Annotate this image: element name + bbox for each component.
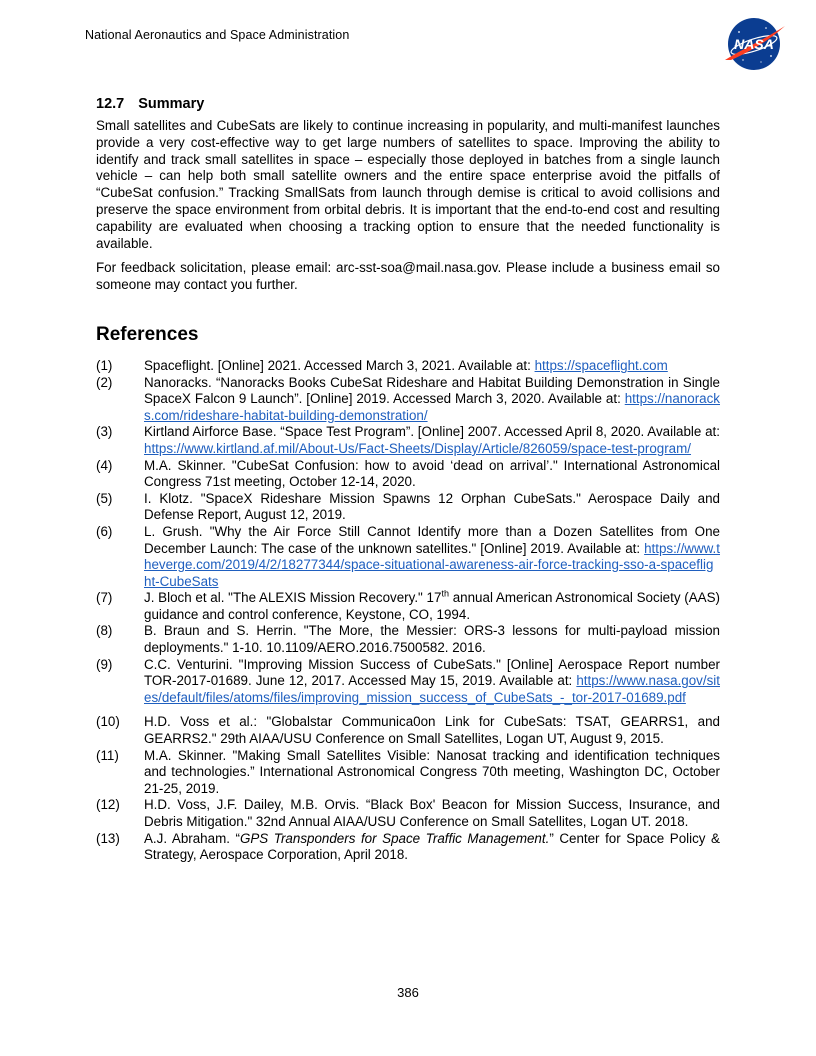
reference-text — [144, 657, 720, 707]
reference-number: (13) — [96, 830, 120, 846]
reference-citation-cont: annual American Astronomical Society (AAS) guidance and control conference, Keystone, CO, 1994. — [144, 590, 720, 622]
nasa-logo-icon — [721, 16, 787, 72]
section-heading — [96, 96, 720, 112]
references-list — [96, 358, 720, 864]
reference-number: (3) — [96, 424, 113, 440]
reference-item — [96, 491, 720, 524]
reference-citation: H.D. Voss et al.: "Globalstar Communica0on Link for CubeSats: TSAT, GEARRS1, and GEARRS2." 29th AIAA/USU Conference on Small Satellites, Logan UT, August 9, 2015. — [144, 714, 720, 747]
reference-citation: H.D. Voss, J.F. Dailey, M.B. Orvis. “Black Box' Beacon for Mission Success, Insurance, and Debris Mitigation." 32nd Annual AIAA/USU Conference on Small Satellites, Logan UT. 2018. — [144, 797, 720, 829]
reference-number: (12) — [96, 797, 120, 813]
reference-link[interactable]: https://nanoracks.com/rideshare-habitat-building-demonstration/ — [144, 391, 720, 423]
reference-text — [144, 831, 720, 864]
reference-citation: M.A. Skinner. "Making Small Satellites Visible: Nanosat tracking and identification techniques and technologies.” International Astronomical Congress 70th meeting, Washington DC, October 21-25, 2019. — [144, 747, 720, 796]
main-content — [96, 96, 720, 864]
reference-text — [144, 590, 720, 623]
reference-text — [144, 358, 720, 375]
feedback-paragraph: For feedback solicitation, please email: arc-sst-soa@mail.nasa.gov. Please include a business email so someone may contact you further. — [96, 260, 720, 293]
reference-number: (6) — [96, 523, 113, 539]
reference-citation: C.C. Venturini. "Improving Mission Success of CubeSats." [Online] Aerospace Report number TOR-2017-01689. June 12, 2017. Accessed May 15, 2019. Available at: — [144, 656, 720, 689]
reference-item — [96, 714, 720, 747]
nasa-logo-text: NASA — [734, 36, 774, 52]
reference-item — [96, 358, 720, 375]
reference-item — [96, 424, 720, 457]
reference-item — [96, 458, 720, 491]
reference-number: (7) — [96, 590, 113, 606]
reference-citation: B. Braun and S. Herrin. "The More, the Messier: ORS-3 lessons for multi-payload mission deployments." 1-10. 10.1109/AERO.2016.7500582. 2016. — [144, 623, 720, 656]
reference-number: (5) — [96, 490, 113, 506]
reference-number: (9) — [96, 656, 113, 672]
reference-text — [144, 375, 720, 425]
reference-link[interactable]: https://www.kirtland.af.mil/About-Us/Fact-Sheets/Display/Article/826059/space-test-program/ — [144, 440, 692, 456]
reference-citation: A.J. Abraham. “ — [144, 830, 240, 846]
ordinal-superscript: th — [441, 588, 449, 599]
summary-paragraph: Small satellites and CubeSats are likely to continue increasing in popularity, and multi-manifest launches provide a very cost-effective way to get large numbers of satellites to space. Improving the ability to identify and track small satellites in space – especially those deployed in batches from a single launch vehicle – can help both small satellite owners and the entire space enterprise avoid the pitfalls of “CubeSat confusion.” Tracking SmallSats from launch through demise is critical to avoid collisions and preserve the space environment from orbital debris. It is important that the end-to-end cost and resulting capability are evaluated when choosing a tracking option to ensure that the needed functionality is available. — [96, 118, 720, 251]
reference-number: (8) — [96, 623, 113, 639]
reference-number: (4) — [96, 457, 113, 473]
reference-text — [144, 524, 720, 590]
reference-citation: J. Bloch et al. "The ALEXIS Mission Recovery." 17 — [144, 590, 442, 606]
reference-citation: Kirtland Airforce Base. “Space Test Program”. [Online] 2007. Accessed April 8, 2020. Available at: — [144, 424, 720, 440]
reference-number: (2) — [96, 374, 113, 390]
header-org-name: National Aeronautics and Space Administration — [85, 28, 350, 42]
reference-link[interactable]: https://www.nasa.gov/sites/default/files/atoms/files/improving_mission_success_of_CubeSats_-_tor-2017-01689.pdf — [144, 673, 720, 705]
reference-citation: Nanoracks. “Nanoracks Books CubeSat Rideshare and Habitat Building Demonstration in Single SpaceX Falcon 9 Launch”. [Online] 2019. Accessed March 3, 2020. Available at: — [144, 374, 720, 407]
reference-item — [96, 748, 720, 798]
section-title: Summary — [138, 96, 205, 112]
reference-number: (10) — [96, 714, 120, 730]
reference-item — [96, 590, 720, 623]
reference-item — [96, 623, 720, 656]
reference-item — [96, 831, 720, 864]
reference-number: (11) — [96, 747, 119, 763]
references-heading: References — [96, 323, 199, 345]
reference-citation: Spaceflight. [Online] 2021. Accessed March 3, 2021. Available at: — [144, 357, 535, 373]
reference-number: (1) — [96, 357, 113, 373]
reference-citation: M.A. Skinner. "CubeSat Confusion: how to avoid ‘dead on arrival’." International Astronomical Congress 71st meeting, October 12-14, 2020. — [144, 457, 720, 490]
reference-citation-cont: ” Center for Space Policy & Strategy, Aerospace Corporation, April 2018. — [144, 830, 720, 863]
reference-link[interactable]: https://www.theverge.com/2019/4/2/18277344/space-situational-awareness-air-force-tracking-sso-a-spaceflight-CubeSats — [144, 540, 720, 589]
reference-item — [96, 657, 720, 707]
reference-item — [96, 797, 720, 830]
reference-title-italic: GPS Transponders for Space Traffic Management. — [239, 830, 550, 846]
reference-citation: I. Klotz. "SpaceX Rideshare Mission Spawns 12 Orphan CubeSats." Aerospace Daily and Defense Report, August 12, 2019. — [144, 490, 720, 523]
reference-item — [96, 524, 720, 590]
page-number: 386 — [397, 985, 419, 1000]
reference-link[interactable]: https://spaceflight.com — [534, 357, 668, 373]
reference-item — [96, 375, 720, 425]
reference-text — [144, 424, 720, 457]
section-number: 12.7 — [96, 96, 125, 112]
reference-citation: L. Grush. "Why the Air Force Still Cannot Identify more than a Dozen Satellites from One December Launch: The case of the unknown satellites." [Online] 2019. Available at: — [144, 523, 720, 556]
